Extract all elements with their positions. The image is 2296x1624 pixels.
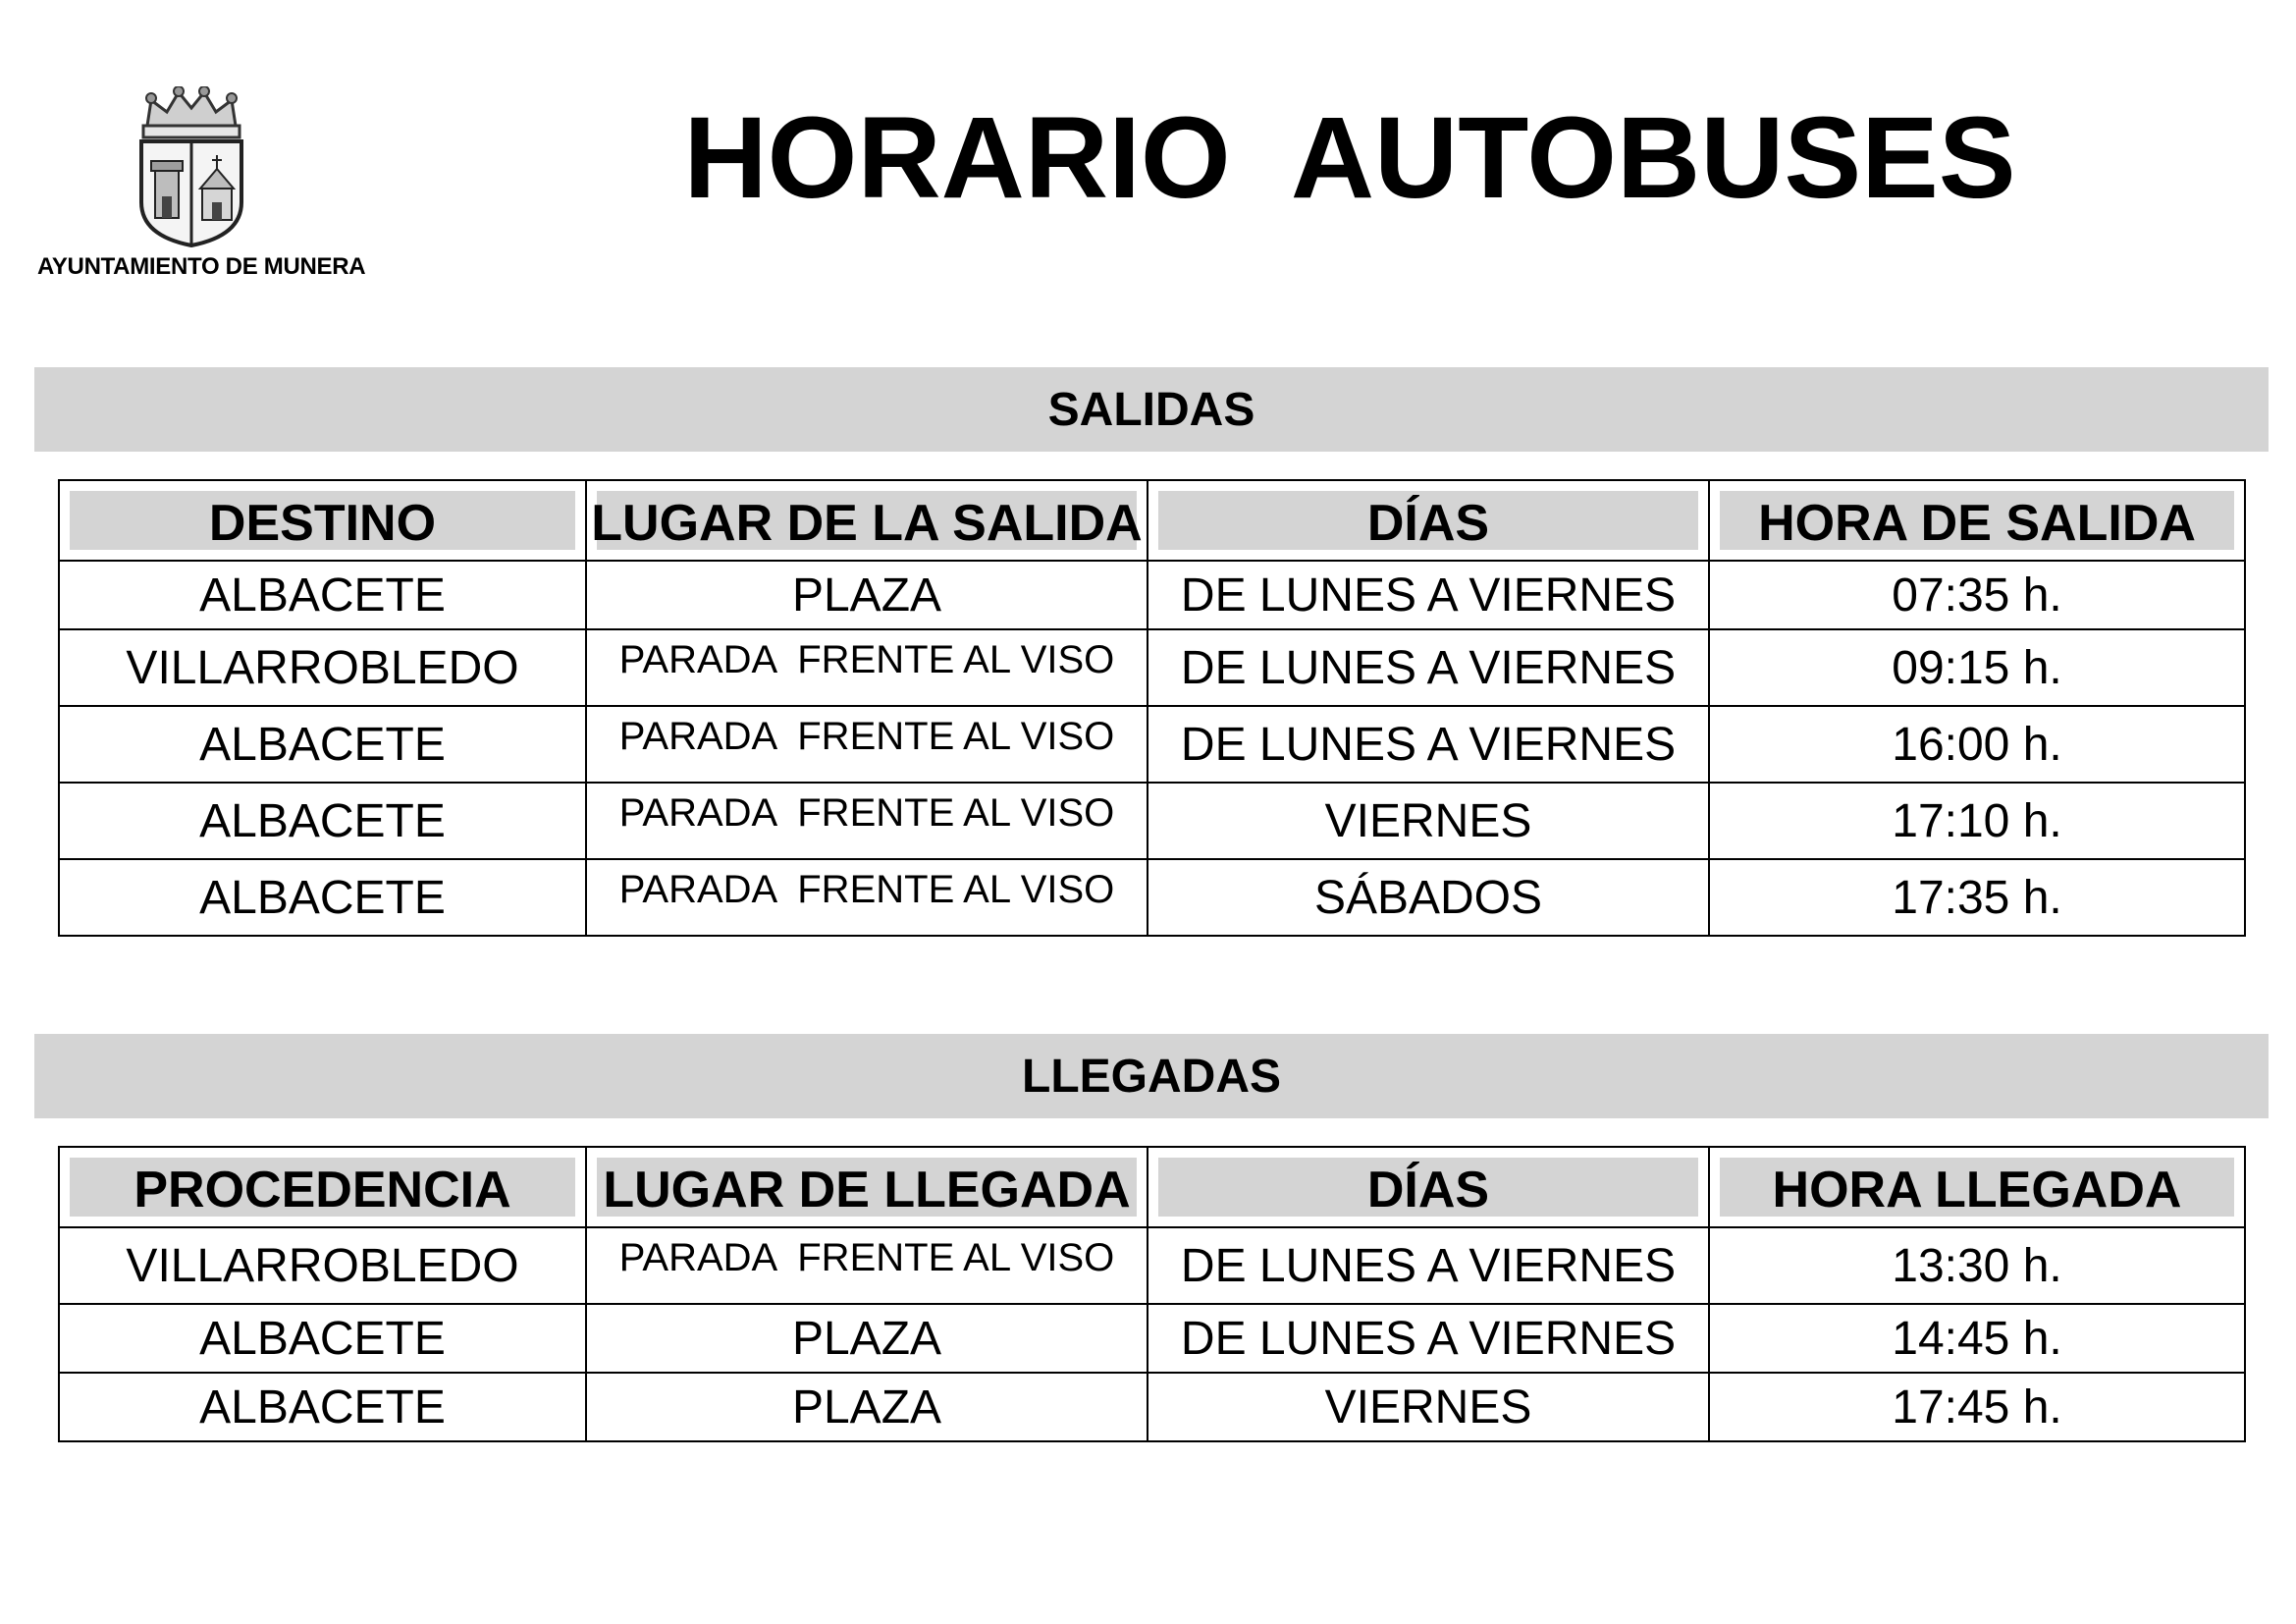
page-title: HORARIO AUTOBUSES [683,93,2016,223]
column-header-procedencia: PROCEDENCIA [59,1147,586,1227]
cell-dias: DE LUNES A VIERNES [1148,1304,1709,1373]
cell-hora: 09:15 h. [1709,629,2245,706]
table-row [59,1227,2245,1304]
cell-lugar: PLAZA [586,561,1148,629]
column-header-hora-salida: HORA DE SALIDA [1709,480,2245,561]
cell-hora: 13:30 h. [1709,1227,2245,1304]
cell-dias: DE LUNES A VIERNES [1148,1227,1709,1304]
table-row [59,629,2245,706]
column-header-lugar-llegada: LUGAR DE LLEGADA [586,1147,1148,1227]
column-header-destino: DESTINO [59,480,586,561]
cell-dias: DE LUNES A VIERNES [1148,561,1709,629]
cell-hora: 16:00 h. [1709,706,2245,783]
cell-dias: VIERNES [1148,783,1709,859]
cell-dias: SÁBADOS [1148,859,1709,936]
cell-lugar: PLAZA [586,1373,1148,1441]
cell-hora: 14:45 h. [1709,1304,2245,1373]
cell-dias: DE LUNES A VIERNES [1148,706,1709,783]
cell-lugar: PARADA FRENTE AL VISO [586,629,1148,706]
cell-procedencia: ALBACETE [59,1304,586,1373]
cell-lugar: PARADA FRENTE AL VISO [586,859,1148,936]
cell-destino: ALBACETE [59,783,586,859]
table-row [59,706,2245,783]
coat-of-arms-icon [130,86,253,247]
table-header-row [59,480,2245,561]
table-row [59,1373,2245,1441]
column-header-dias: DÍAS [1148,1147,1709,1227]
table-row [59,783,2245,859]
table-row [59,1304,2245,1373]
cell-lugar: PLAZA [586,1304,1148,1373]
section-title-salidas: SALIDAS [34,367,2269,452]
cell-procedencia: ALBACETE [59,1373,586,1441]
cell-destino: ALBACETE [59,859,586,936]
cell-destino: VILLARROBLEDO [59,629,586,706]
column-header-dias: DÍAS [1148,480,1709,561]
column-header-lugar-salida: LUGAR DE LA SALIDA [586,480,1148,561]
cell-destino: ALBACETE [59,561,586,629]
salidas-table [58,479,2246,937]
llegadas-table [58,1146,2246,1442]
table-row [59,561,2245,629]
cell-hora: 17:45 h. [1709,1373,2245,1441]
cell-destino: ALBACETE [59,706,586,783]
organization-name: AYUNTAMIENTO DE MUNERA [37,253,366,280]
table-row [59,859,2245,936]
cell-hora: 17:35 h. [1709,859,2245,936]
cell-lugar: PARADA FRENTE AL VISO [586,1227,1148,1304]
cell-dias: VIERNES [1148,1373,1709,1441]
cell-lugar: PARADA FRENTE AL VISO [586,706,1148,783]
column-header-hora-llegada: HORA LLEGADA [1709,1147,2245,1227]
cell-lugar: PARADA FRENTE AL VISO [586,783,1148,859]
section-title-llegadas: LLEGADAS [34,1034,2269,1118]
cell-hora: 17:10 h. [1709,783,2245,859]
table-header-row [59,1147,2245,1227]
cell-dias: DE LUNES A VIERNES [1148,629,1709,706]
cell-hora: 07:35 h. [1709,561,2245,629]
cell-procedencia: VILLARROBLEDO [59,1227,586,1304]
